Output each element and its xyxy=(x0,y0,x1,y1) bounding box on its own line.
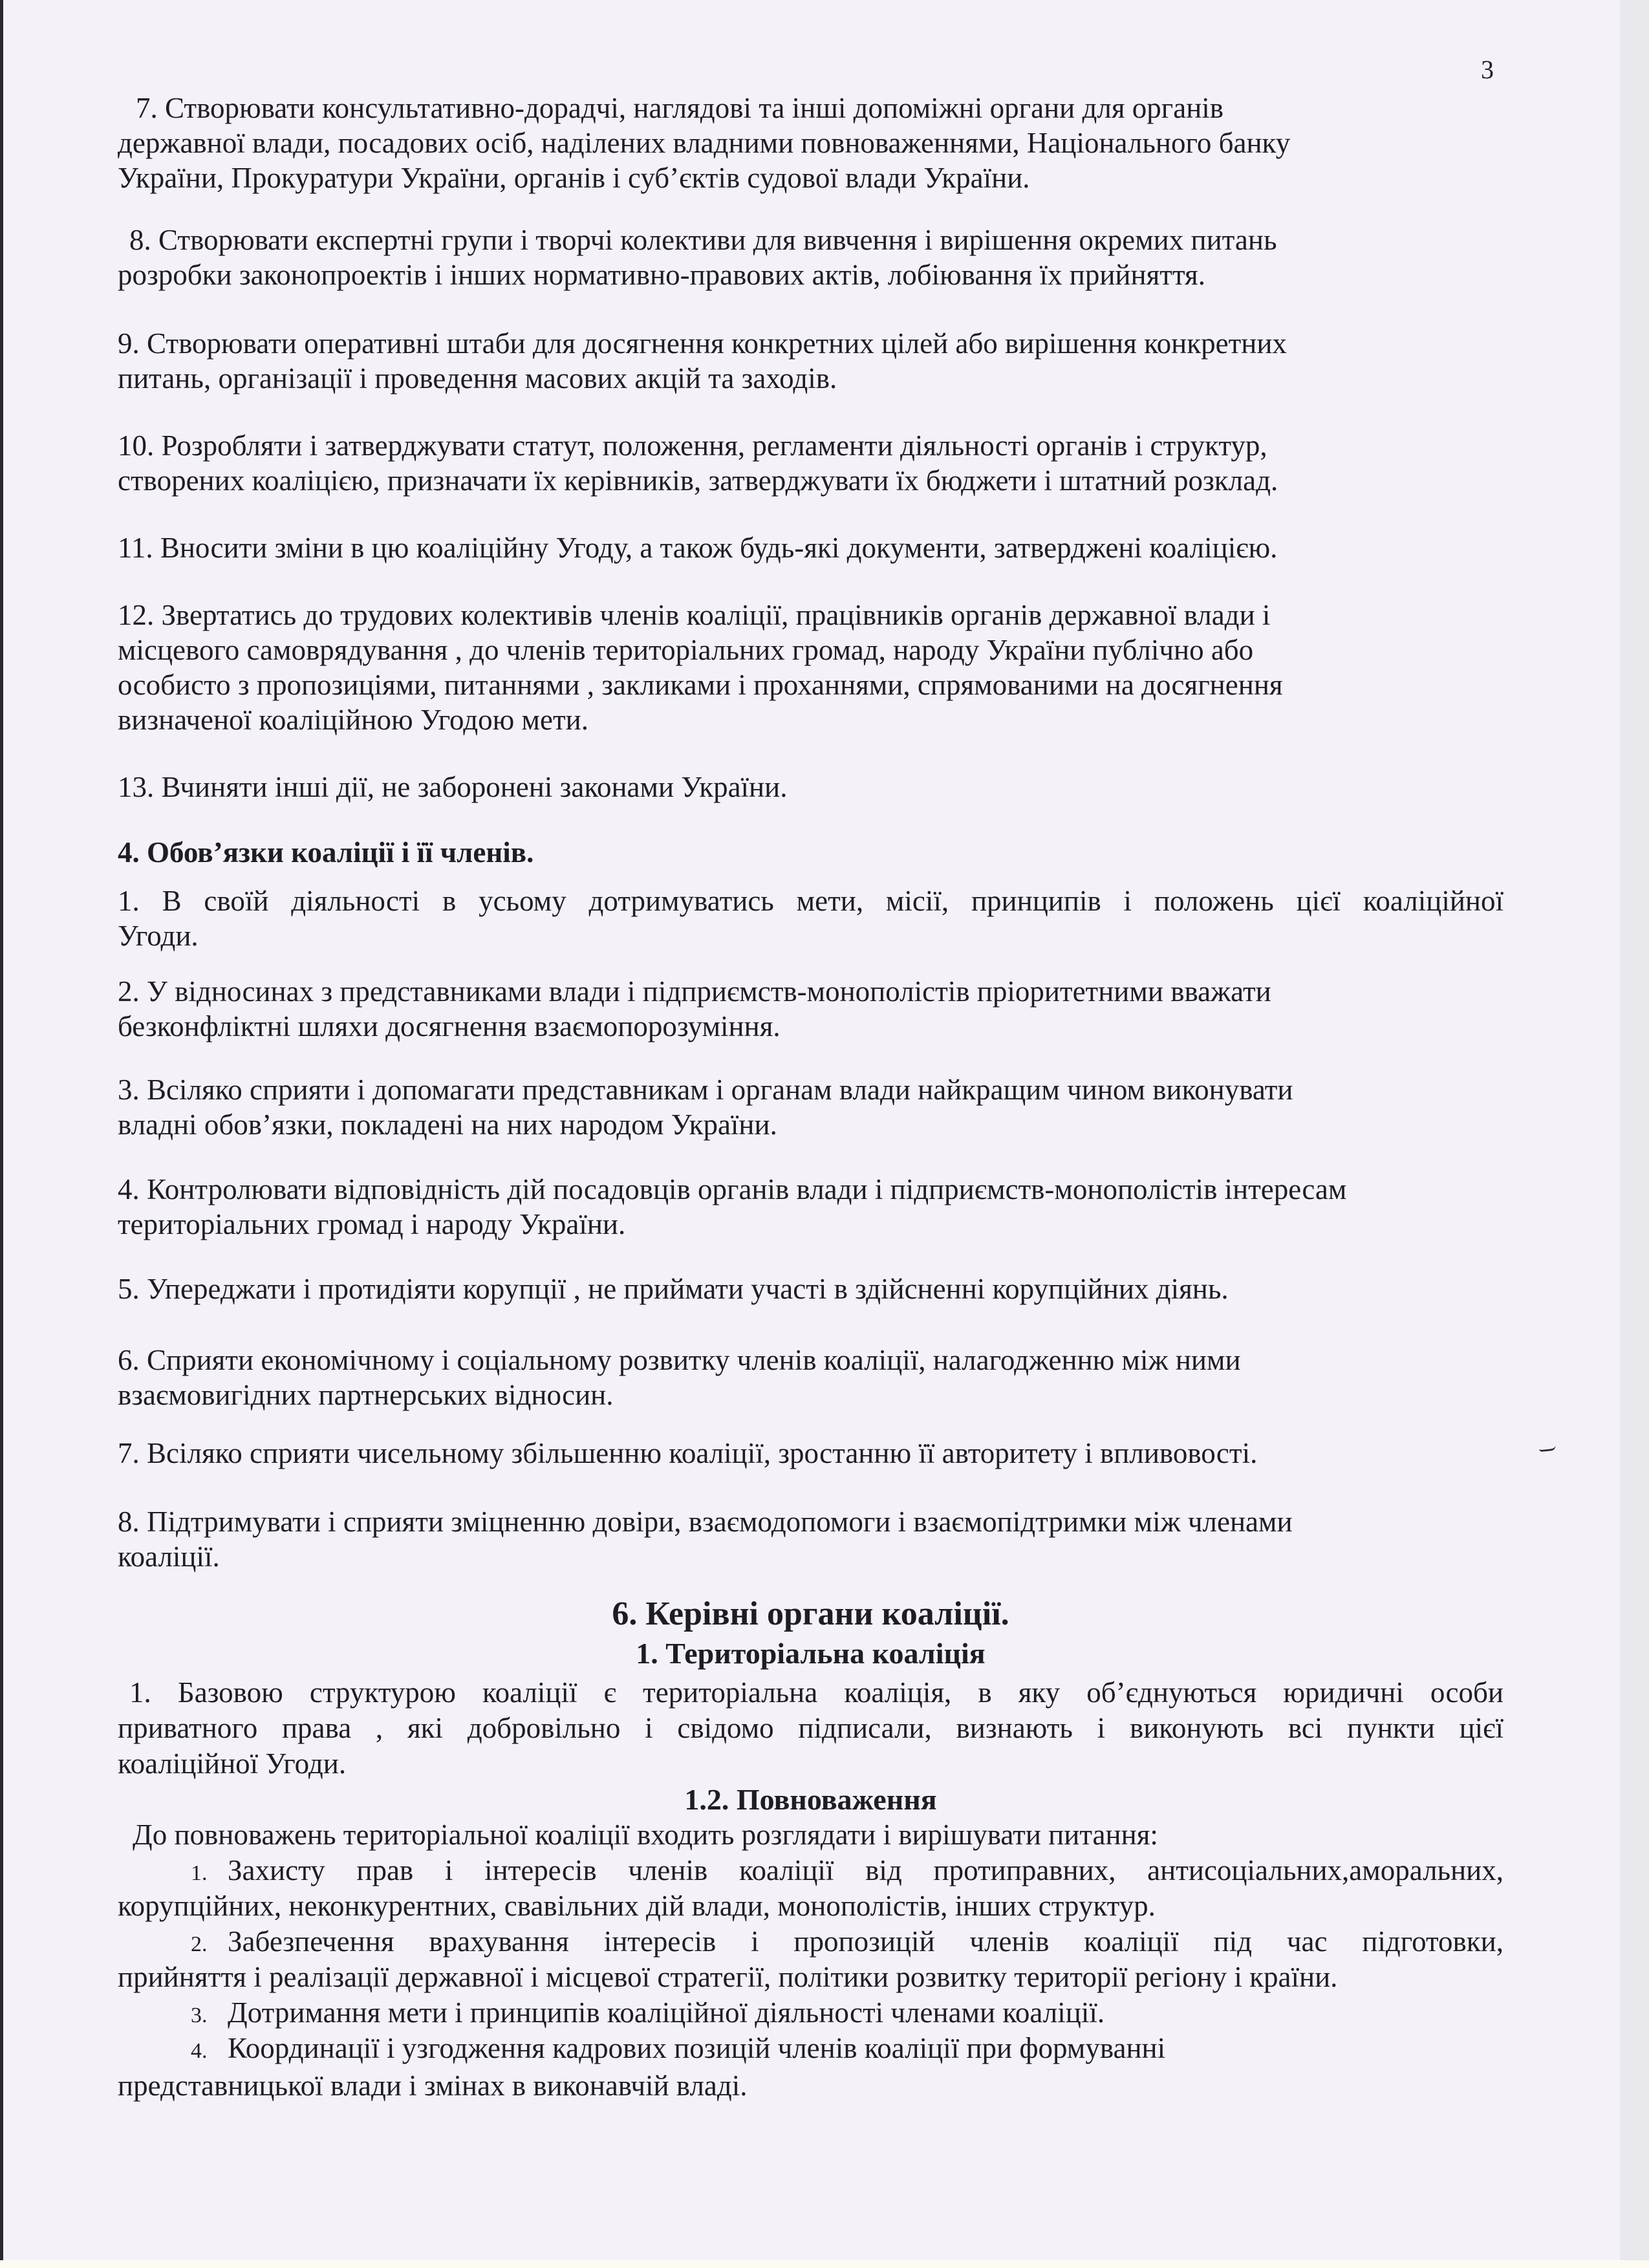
text-line: Забезпечення врахування інтересів і пропозицій членів коаліції під час підготовки, xyxy=(228,1925,1503,1958)
text-line: Дотримання мети і принципів коаліційної діяльності членами коаліції. xyxy=(228,1996,1105,2029)
scan-edge-right xyxy=(1620,0,1649,2260)
text-line: 12. Звертатись до трудових колективів членів коаліції, працівників органів державної влади і xyxy=(118,599,1271,631)
page-number: 3 xyxy=(1481,55,1494,84)
text-line: територіальних громад і народу України. xyxy=(118,1208,626,1240)
text-line: 9. Створювати оперативні штаби для досягнення конкретних цілей або вирішення конкретних xyxy=(118,327,1287,360)
text-line: 13. Вчиняти інші дії, не заборонені законами України. xyxy=(118,771,788,803)
text-line: 8. Підтримувати і сприяти зміцненню довіри, взаємодопомоги і взаємопідтримки між членами xyxy=(118,1506,1293,1538)
text-line: коаліційної Угоди. xyxy=(118,1747,347,1780)
text-line: 4. Контролювати відповідність дій посадовців органів влади і підприємств-монополістів інтересам xyxy=(118,1173,1347,1205)
text-line: державної влади, посадових осіб, наділених владними повноваженнями, Національного банку xyxy=(118,127,1291,159)
text-line: 1. В своїй діяльності в усьому дотримуватись мети, місії, принципів і положень цієї коаліційної xyxy=(118,885,1503,917)
text-line: корупційних, неконкурентних, свавільних дій влади, монополістів, інших структур. xyxy=(118,1890,1156,1922)
text-line: визначеної коаліційною Угодою мети. xyxy=(118,704,588,736)
text-line: 8. Створювати експертні групи і творчі колективи для вивчення і вирішення окремих питань xyxy=(129,224,1277,256)
powers-intro: До повноважень територіальної коаліції входить розглядати і вирішувати питання: xyxy=(133,1819,1158,1851)
text-line: 7. Всіляко сприяти чисельному збільшенню коаліції, зростанню її авторитету і впливовості. xyxy=(118,1437,1258,1469)
list-number: 1. xyxy=(191,1861,208,1885)
text-line: прийняття і реалізації державної і місцевої стратегії, політики розвитку території регіону і країни. xyxy=(118,1961,1338,1993)
subsection-1-2-heading: 1.2. Повноваження xyxy=(684,1783,937,1816)
text-line: розробки законопроектів і інших нормативно-правових актів, лобіювання їх прийняття. xyxy=(118,259,1205,291)
text-line: 5. Упереджати і протидіяти корупції , не приймати участі в здійсненні корупційних діянь. xyxy=(118,1273,1229,1305)
text-line: взаємовигідних партнерських відносин. xyxy=(118,1379,614,1411)
text-line: створених коаліцією, призначати їх керівників, затверджувати їх бюджети і штатний розклад. xyxy=(118,464,1278,497)
text-line: приватного права , які добровільно і свідомо підписали, визнають і виконують всі пункти цієї xyxy=(118,1712,1503,1744)
list-number: 3. xyxy=(191,2003,208,2027)
text-line: представницької влади і змінах в виконавчій владі. xyxy=(118,2069,748,2102)
text-line: Угоди. xyxy=(118,920,199,952)
section-6-heading: 6. Керівні органи коаліції. xyxy=(612,1595,1009,1632)
text-line: 2. У відносинах з представниками влади і підприємств-монополістів пріоритетними вважати xyxy=(118,975,1271,1008)
list-number: 4. xyxy=(191,2039,208,2063)
text-line: владні обов’язки, покладені на них народом України. xyxy=(118,1108,777,1141)
pen-mark xyxy=(1539,1445,1557,1453)
text-line: коаліції. xyxy=(118,1540,220,1573)
subsection-1-heading: 1. Територіальна коаліція xyxy=(636,1637,986,1670)
text-line: Координації і узгодження кадрових позицій членів коаліції при формуванні xyxy=(228,2032,1166,2064)
text-line: Захисту прав і інтересів членів коаліції від протиправних, антисоціальних,аморальних, xyxy=(228,1854,1503,1886)
text-line: місцевого самоврядування , до членів територіальних громад, народу України публічно або xyxy=(118,634,1254,666)
list-number: 2. xyxy=(191,1932,208,1956)
text-line: безконфліктні шляхи досягнення взаємопорозуміння. xyxy=(118,1010,781,1042)
text-line: України, Прокуратури України, органів і суб’єктів судової влади України. xyxy=(118,162,1030,194)
text-line: 7. Створювати консультативно-дорадчі, наглядові та інші допоміжні органи для органів xyxy=(136,92,1224,124)
section-4-heading: 4. Обов’язки коаліції і її членів. xyxy=(118,836,534,869)
text-line: 6. Сприяти економічному і соціальному розвитку членів коаліції, налагодженню між ними xyxy=(118,1344,1241,1376)
text-line: 3. Всіляко сприяти і допомагати представникам і органам влади найкращим чином виконувати xyxy=(118,1074,1293,1106)
text-line: питань, організації і проведення масових акцій та заходів. xyxy=(118,362,837,394)
scan-edge-bottom xyxy=(0,2260,1649,2268)
text-line: 11. Вносити зміни в цю коаліційну Угоду, а також будь-які документи, затверджені коаліцією. xyxy=(118,532,1278,564)
text-line: 10. Розробляти і затверджувати статут, положення, регламенти діяльності органів і структур, xyxy=(118,429,1267,462)
scan-edge-left xyxy=(0,0,3,2260)
text-line: 1. Базовою структурою коаліції є територіальна коаліція, в яку об’єднуються юридичні особи xyxy=(129,1676,1503,1709)
text-line: особисто з пропозиціями, питаннями , закликами і проханнями, спрямованими на досягнення xyxy=(118,669,1283,701)
